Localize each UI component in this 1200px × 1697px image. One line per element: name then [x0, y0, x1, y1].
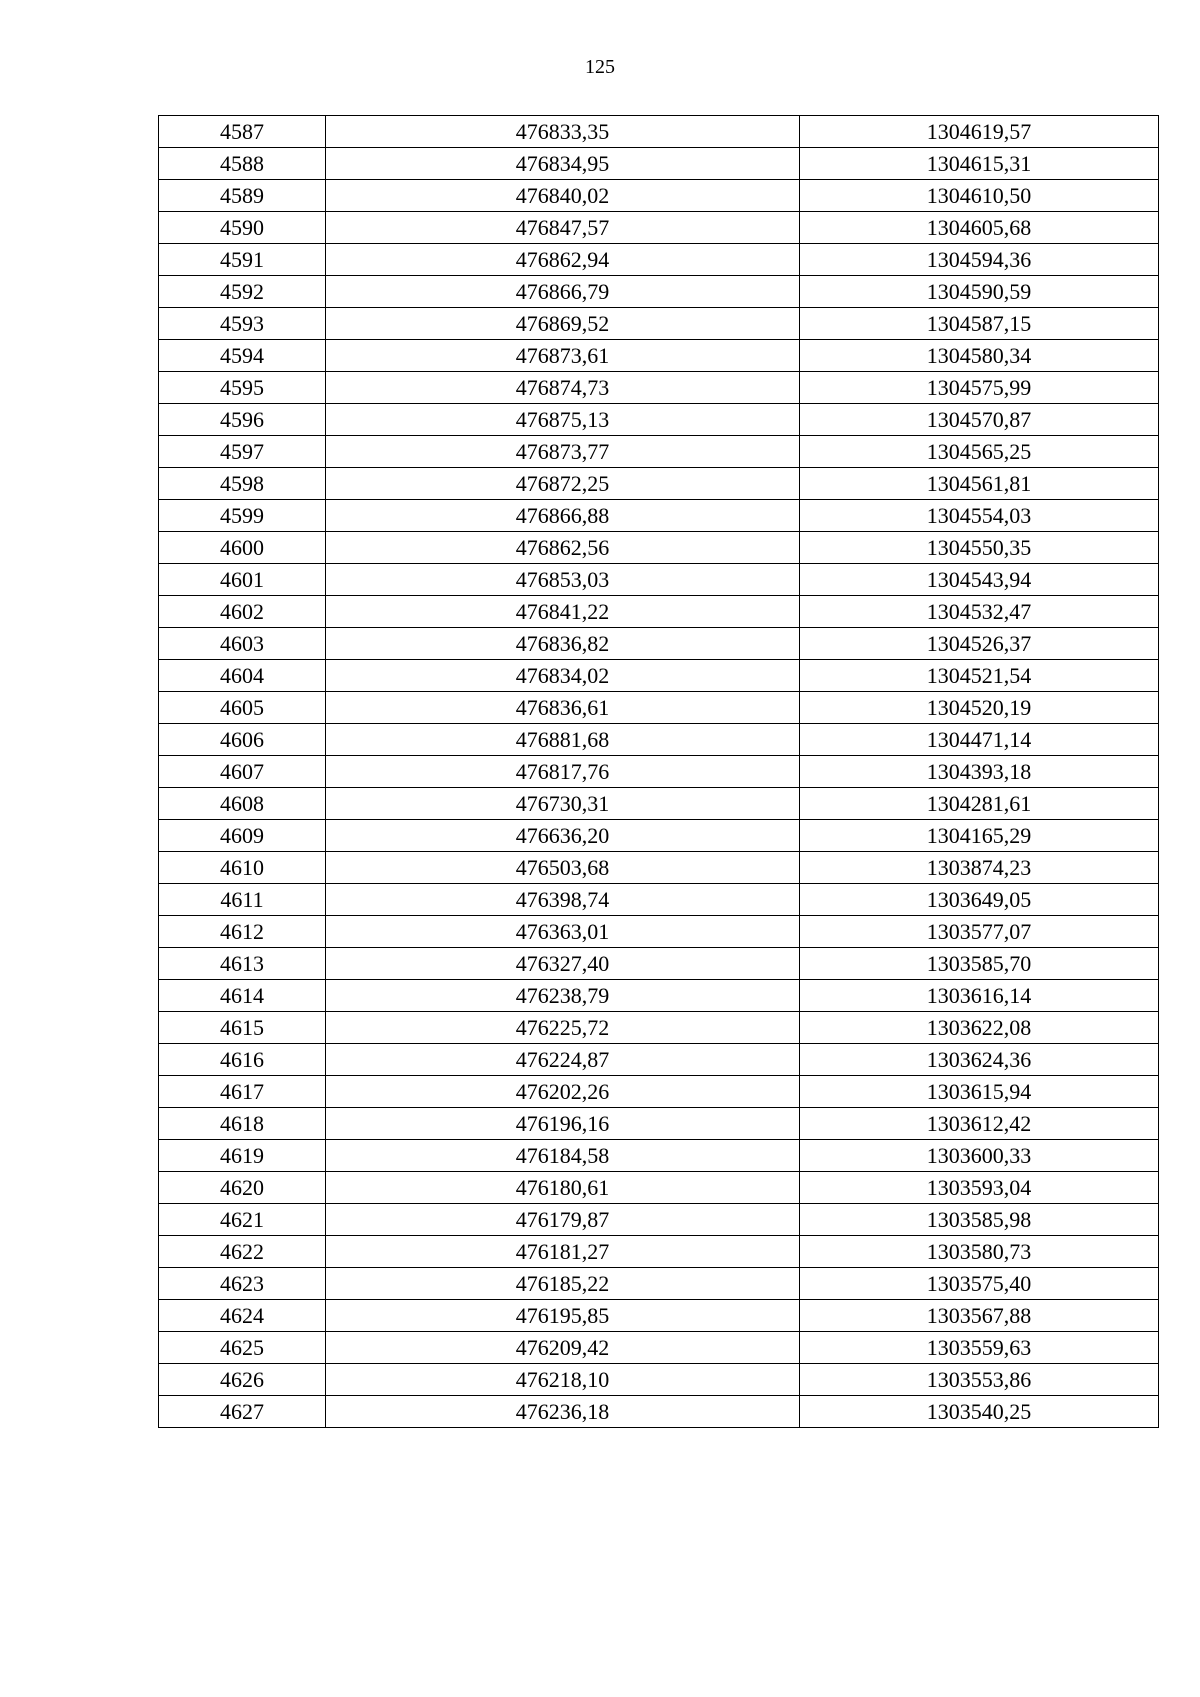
- table-row: [159, 1172, 1159, 1204]
- y-coordinate-cell: 1303624,36: [800, 1044, 1159, 1076]
- table-row: [159, 564, 1159, 596]
- table-row: [159, 596, 1159, 628]
- y-coordinate-cell: 1304610,50: [800, 180, 1159, 212]
- point-number-cell: 4612: [159, 916, 326, 948]
- y-coordinate-cell: 1304281,61: [800, 788, 1159, 820]
- table-row: [159, 276, 1159, 308]
- y-coordinate-cell: 1303575,40: [800, 1268, 1159, 1300]
- point-number-cell: 4623: [159, 1268, 326, 1300]
- y-coordinate-cell: 1303585,98: [800, 1204, 1159, 1236]
- table-row: [159, 1332, 1159, 1364]
- x-coordinate-cell: 476238,79: [326, 980, 800, 1012]
- point-number-cell: 4605: [159, 692, 326, 724]
- table-row: [159, 116, 1159, 148]
- point-number-cell: 4595: [159, 372, 326, 404]
- y-coordinate-cell: 1304619,57: [800, 116, 1159, 148]
- table-row: [159, 1236, 1159, 1268]
- y-coordinate-cell: 1304594,36: [800, 244, 1159, 276]
- point-number-cell: 4616: [159, 1044, 326, 1076]
- table-row: [159, 212, 1159, 244]
- coordinates-table-body: [159, 116, 1159, 1428]
- table-row: [159, 852, 1159, 884]
- table-row: [159, 532, 1159, 564]
- point-number-cell: 4597: [159, 436, 326, 468]
- x-coordinate-cell: 476503,68: [326, 852, 800, 884]
- x-coordinate-cell: 476853,03: [326, 564, 800, 596]
- point-number-cell: 4618: [159, 1108, 326, 1140]
- y-coordinate-cell: 1303593,04: [800, 1172, 1159, 1204]
- point-number-cell: 4621: [159, 1204, 326, 1236]
- point-number-cell: 4607: [159, 756, 326, 788]
- y-coordinate-cell: 1304543,94: [800, 564, 1159, 596]
- table-row: [159, 340, 1159, 372]
- point-number-cell: 4614: [159, 980, 326, 1012]
- y-coordinate-cell: 1304471,14: [800, 724, 1159, 756]
- table-row: [159, 372, 1159, 404]
- y-coordinate-cell: 1304587,15: [800, 308, 1159, 340]
- point-number-cell: 4626: [159, 1364, 326, 1396]
- table-row: [159, 756, 1159, 788]
- table-row: [159, 660, 1159, 692]
- table-row: [159, 820, 1159, 852]
- y-coordinate-cell: 1303649,05: [800, 884, 1159, 916]
- table-row: [159, 1396, 1159, 1428]
- table-row: [159, 1300, 1159, 1332]
- y-coordinate-cell: 1304570,87: [800, 404, 1159, 436]
- point-number-cell: 4619: [159, 1140, 326, 1172]
- y-coordinate-cell: 1304554,03: [800, 500, 1159, 532]
- y-coordinate-cell: 1304565,25: [800, 436, 1159, 468]
- y-coordinate-cell: 1303553,86: [800, 1364, 1159, 1396]
- y-coordinate-cell: 1304561,81: [800, 468, 1159, 500]
- y-coordinate-cell: 1304165,29: [800, 820, 1159, 852]
- x-coordinate-cell: 476185,22: [326, 1268, 800, 1300]
- point-number-cell: 4593: [159, 308, 326, 340]
- y-coordinate-cell: 1303567,88: [800, 1300, 1159, 1332]
- x-coordinate-cell: 476866,79: [326, 276, 800, 308]
- x-coordinate-cell: 476202,26: [326, 1076, 800, 1108]
- y-coordinate-cell: 1303540,25: [800, 1396, 1159, 1428]
- table-row: [159, 1076, 1159, 1108]
- y-coordinate-cell: 1304526,37: [800, 628, 1159, 660]
- point-number-cell: 4608: [159, 788, 326, 820]
- y-coordinate-cell: 1303874,23: [800, 852, 1159, 884]
- table-row: [159, 916, 1159, 948]
- point-number-cell: 4609: [159, 820, 326, 852]
- table-row: [159, 980, 1159, 1012]
- x-coordinate-cell: 476398,74: [326, 884, 800, 916]
- table-row: [159, 692, 1159, 724]
- x-coordinate-cell: 476873,77: [326, 436, 800, 468]
- y-coordinate-cell: 1303585,70: [800, 948, 1159, 980]
- x-coordinate-cell: 476181,27: [326, 1236, 800, 1268]
- point-number-cell: 4625: [159, 1332, 326, 1364]
- table-row: [159, 404, 1159, 436]
- point-number-cell: 4588: [159, 148, 326, 180]
- y-coordinate-cell: 1303600,33: [800, 1140, 1159, 1172]
- x-coordinate-cell: 476834,02: [326, 660, 800, 692]
- x-coordinate-cell: 476873,61: [326, 340, 800, 372]
- x-coordinate-cell: 476836,61: [326, 692, 800, 724]
- y-coordinate-cell: 1303577,07: [800, 916, 1159, 948]
- table-row: [159, 308, 1159, 340]
- table-row: [159, 500, 1159, 532]
- point-number-cell: 4627: [159, 1396, 326, 1428]
- y-coordinate-cell: 1303580,73: [800, 1236, 1159, 1268]
- x-coordinate-cell: 476875,13: [326, 404, 800, 436]
- x-coordinate-cell: 476847,57: [326, 212, 800, 244]
- x-coordinate-cell: 476840,02: [326, 180, 800, 212]
- x-coordinate-cell: 476730,31: [326, 788, 800, 820]
- table-row: [159, 244, 1159, 276]
- x-coordinate-cell: 476636,20: [326, 820, 800, 852]
- page-number: 125: [585, 56, 615, 78]
- y-coordinate-cell: 1304615,31: [800, 148, 1159, 180]
- point-number-cell: 4589: [159, 180, 326, 212]
- x-coordinate-cell: 476869,52: [326, 308, 800, 340]
- x-coordinate-cell: 476862,56: [326, 532, 800, 564]
- table-row: [159, 884, 1159, 916]
- y-coordinate-cell: 1304550,35: [800, 532, 1159, 564]
- table-row: [159, 180, 1159, 212]
- table-row: [159, 628, 1159, 660]
- x-coordinate-cell: 476209,42: [326, 1332, 800, 1364]
- point-number-cell: 4599: [159, 500, 326, 532]
- table-row: [159, 1268, 1159, 1300]
- y-coordinate-cell: 1303622,08: [800, 1012, 1159, 1044]
- x-coordinate-cell: 476184,58: [326, 1140, 800, 1172]
- table-row: [159, 1044, 1159, 1076]
- point-number-cell: 4591: [159, 244, 326, 276]
- point-number-cell: 4594: [159, 340, 326, 372]
- x-coordinate-cell: 476218,10: [326, 1364, 800, 1396]
- table-row: [159, 468, 1159, 500]
- y-coordinate-cell: 1303612,42: [800, 1108, 1159, 1140]
- point-number-cell: 4613: [159, 948, 326, 980]
- point-number-cell: 4604: [159, 660, 326, 692]
- x-coordinate-cell: 476327,40: [326, 948, 800, 980]
- x-coordinate-cell: 476866,88: [326, 500, 800, 532]
- point-number-cell: 4622: [159, 1236, 326, 1268]
- table-row: [159, 948, 1159, 980]
- point-number-cell: 4601: [159, 564, 326, 596]
- point-number-cell: 4606: [159, 724, 326, 756]
- point-number-cell: 4590: [159, 212, 326, 244]
- point-number-cell: 4603: [159, 628, 326, 660]
- y-coordinate-cell: 1304393,18: [800, 756, 1159, 788]
- y-coordinate-cell: 1304521,54: [800, 660, 1159, 692]
- x-coordinate-cell: 476363,01: [326, 916, 800, 948]
- y-coordinate-cell: 1303615,94: [800, 1076, 1159, 1108]
- x-coordinate-cell: 476236,18: [326, 1396, 800, 1428]
- y-coordinate-cell: 1304590,59: [800, 276, 1159, 308]
- point-number-cell: 4624: [159, 1300, 326, 1332]
- y-coordinate-cell: 1304605,68: [800, 212, 1159, 244]
- x-coordinate-cell: 476862,94: [326, 244, 800, 276]
- x-coordinate-cell: 476834,95: [326, 148, 800, 180]
- x-coordinate-cell: 476180,61: [326, 1172, 800, 1204]
- point-number-cell: 4620: [159, 1172, 326, 1204]
- x-coordinate-cell: 476196,16: [326, 1108, 800, 1140]
- point-number-cell: 4615: [159, 1012, 326, 1044]
- x-coordinate-cell: 476872,25: [326, 468, 800, 500]
- table-row: [159, 724, 1159, 756]
- table-row: [159, 1140, 1159, 1172]
- point-number-cell: 4602: [159, 596, 326, 628]
- table-row: [159, 1364, 1159, 1396]
- x-coordinate-cell: 476874,73: [326, 372, 800, 404]
- x-coordinate-cell: 476224,87: [326, 1044, 800, 1076]
- x-coordinate-cell: 476836,82: [326, 628, 800, 660]
- x-coordinate-cell: 476841,22: [326, 596, 800, 628]
- x-coordinate-cell: 476881,68: [326, 724, 800, 756]
- x-coordinate-cell: 476179,87: [326, 1204, 800, 1236]
- table-row: [159, 148, 1159, 180]
- x-coordinate-cell: 476225,72: [326, 1012, 800, 1044]
- table-row: [159, 1012, 1159, 1044]
- x-coordinate-cell: 476195,85: [326, 1300, 800, 1332]
- table-row: [159, 1108, 1159, 1140]
- point-number-cell: 4617: [159, 1076, 326, 1108]
- point-number-cell: 4596: [159, 404, 326, 436]
- point-number-cell: 4610: [159, 852, 326, 884]
- point-number-cell: 4611: [159, 884, 326, 916]
- point-number-cell: 4600: [159, 532, 326, 564]
- x-coordinate-cell: 476817,76: [326, 756, 800, 788]
- y-coordinate-cell: 1304520,19: [800, 692, 1159, 724]
- y-coordinate-cell: 1304532,47: [800, 596, 1159, 628]
- point-number-cell: 4598: [159, 468, 326, 500]
- coordinates-table: [158, 115, 1159, 1428]
- point-number-cell: 4592: [159, 276, 326, 308]
- y-coordinate-cell: 1304575,99: [800, 372, 1159, 404]
- x-coordinate-cell: 476833,35: [326, 116, 800, 148]
- y-coordinate-cell: 1304580,34: [800, 340, 1159, 372]
- point-number-cell: 4587: [159, 116, 326, 148]
- table-row: [159, 436, 1159, 468]
- y-coordinate-cell: 1303616,14: [800, 980, 1159, 1012]
- table-row: [159, 788, 1159, 820]
- y-coordinate-cell: 1303559,63: [800, 1332, 1159, 1364]
- table-row: [159, 1204, 1159, 1236]
